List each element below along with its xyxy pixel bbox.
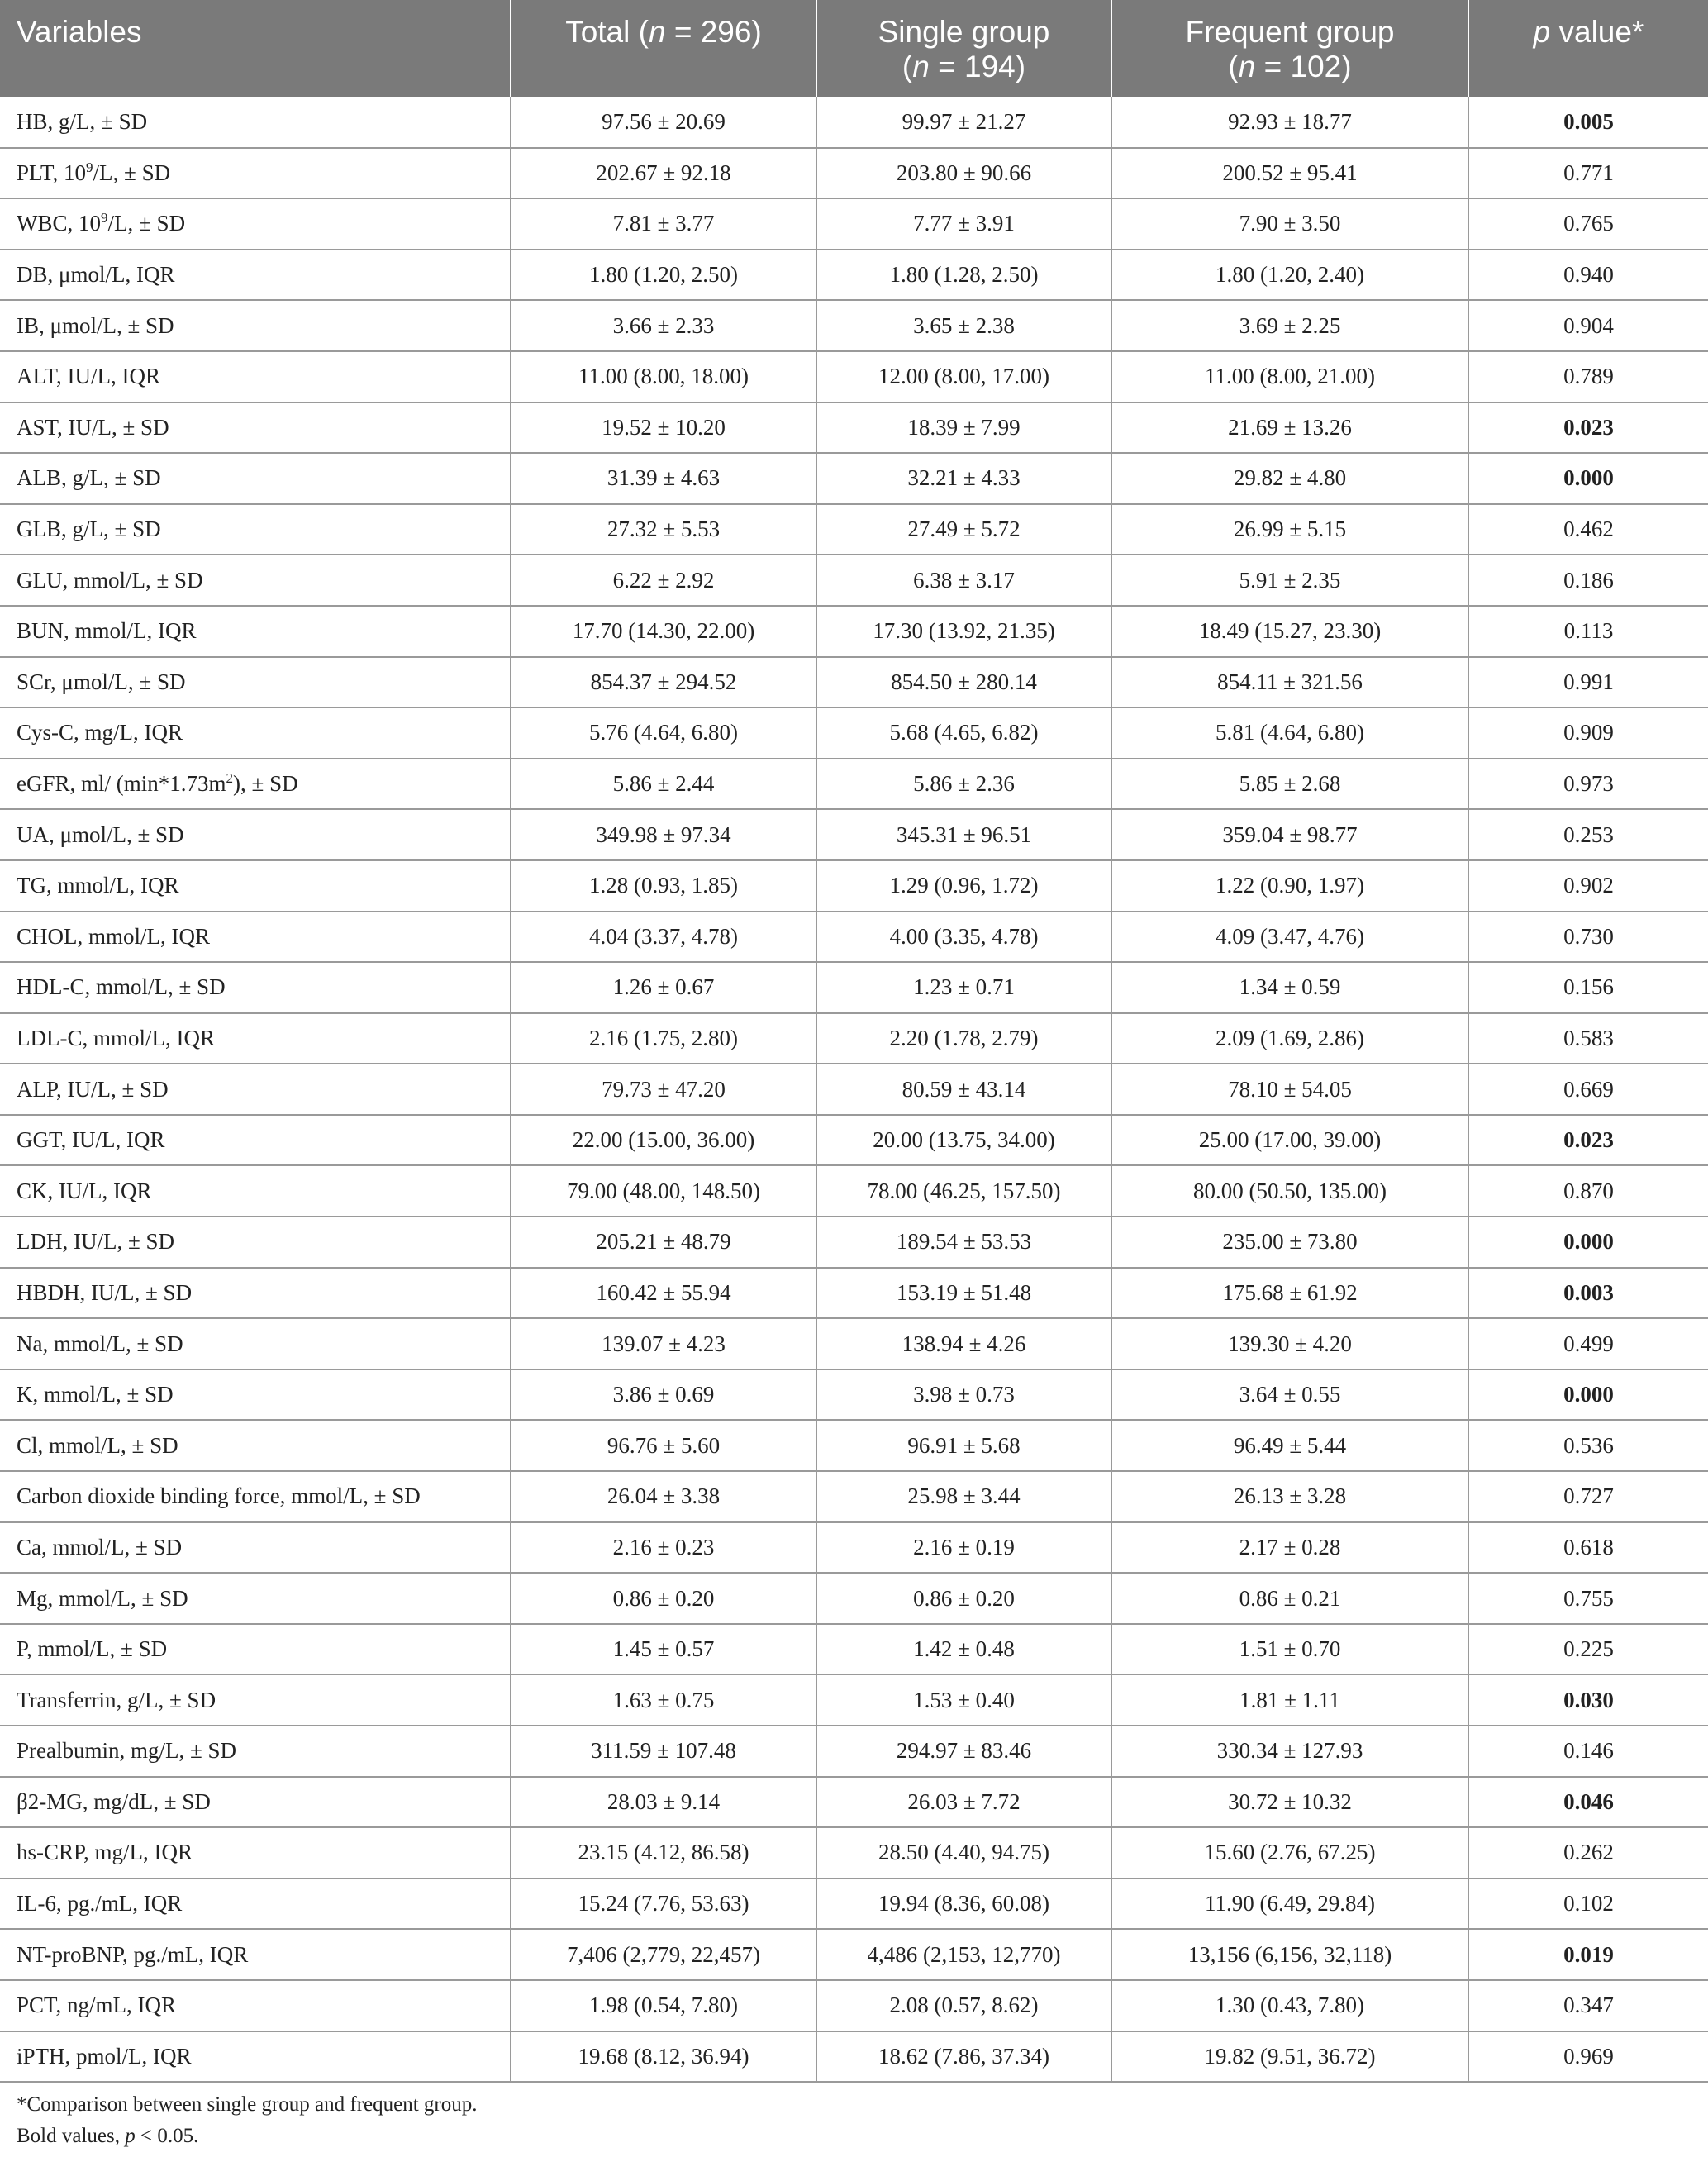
cell-single-group: 189.54 ± 53.53 xyxy=(816,1217,1111,1268)
cell-single-group: 2.20 (1.78, 2.79) xyxy=(816,1013,1111,1064)
cell-frequent-group: 235.00 ± 73.80 xyxy=(1111,1217,1468,1268)
cell-variable: DB, μmol/L, IQR xyxy=(0,250,511,301)
cell-frequent-group: 7.90 ± 3.50 xyxy=(1111,198,1468,250)
cell-variable: Cl, mmol/L, ± SD xyxy=(0,1420,511,1471)
table-row xyxy=(0,453,1708,504)
cell-variable xyxy=(0,148,511,199)
table-row xyxy=(0,351,1708,402)
cell-single-group: 7.77 ± 3.91 xyxy=(816,198,1111,250)
cell-single-group: 17.30 (13.92, 21.35) xyxy=(816,606,1111,657)
cell-p-value: 0.765 xyxy=(1468,198,1708,250)
cell-frequent-group: 13,156 (6,156, 32,118) xyxy=(1111,1929,1468,1980)
cell-single-group: 1.29 (0.96, 1.72) xyxy=(816,860,1111,912)
table-row xyxy=(0,1420,1708,1471)
table-row xyxy=(0,1165,1708,1217)
cell-single-group: 20.00 (13.75, 34.00) xyxy=(816,1115,1111,1166)
cell-variable: Cys-C, mg/L, IQR xyxy=(0,707,511,759)
cell-variable: iPTH, pmol/L, IQR xyxy=(0,2031,511,2083)
table-row xyxy=(0,1013,1708,1064)
cell-frequent-group: 19.82 (9.51, 36.72) xyxy=(1111,2031,1468,2083)
header-p-suffix: value* xyxy=(1550,15,1644,49)
table-header xyxy=(0,0,1708,97)
cell-frequent-group: 0.86 ± 0.21 xyxy=(1111,1573,1468,1624)
cell-frequent-group: 5.91 ± 2.35 xyxy=(1111,555,1468,606)
cell-total: 7,406 (2,779, 22,457) xyxy=(511,1929,816,1980)
cell-variable: AST, IU/L, ± SD xyxy=(0,402,511,454)
cell-variable: β2-MG, mg/dL, ± SD xyxy=(0,1777,511,1828)
cell-variable: UA, μmol/L, ± SD xyxy=(0,809,511,860)
cell-frequent-group: 2.09 (1.69, 2.86) xyxy=(1111,1013,1468,1064)
cell-variable: SCr, μmol/L, ± SD xyxy=(0,657,511,708)
cell-frequent-group: 1.30 (0.43, 7.80) xyxy=(1111,1980,1468,2031)
cell-frequent-group: 1.80 (1.20, 2.40) xyxy=(1111,250,1468,301)
header-row xyxy=(0,0,1708,97)
header-variables-label: Variables xyxy=(17,15,142,49)
cell-total: 5.76 (4.64, 6.80) xyxy=(511,707,816,759)
table-row xyxy=(0,1878,1708,1930)
cell-single-group: 5.86 ± 2.36 xyxy=(816,759,1111,810)
cell-variable: Prealbumin, mg/L, ± SD xyxy=(0,1726,511,1777)
cell-single-group: 27.49 ± 5.72 xyxy=(816,504,1111,555)
table-row xyxy=(0,1268,1708,1319)
cell-frequent-group: 96.49 ± 5.44 xyxy=(1111,1420,1468,1471)
cell-frequent-group: 139.30 ± 4.20 xyxy=(1111,1318,1468,1369)
table-row xyxy=(0,97,1708,148)
table-row xyxy=(0,2031,1708,2083)
cell-total: 17.70 (14.30, 22.00) xyxy=(511,606,816,657)
header-frequent-suffix: = 102) xyxy=(1255,50,1352,83)
cell-p-value: 0.499 xyxy=(1468,1318,1708,1369)
cell-p-value: 0.005 xyxy=(1468,97,1708,148)
cell-total: 349.98 ± 97.34 xyxy=(511,809,816,860)
cell-variable: Transferrin, g/L, ± SD xyxy=(0,1674,511,1726)
cell-total: 1.63 ± 0.75 xyxy=(511,1674,816,1726)
table-row xyxy=(0,962,1708,1013)
table-row xyxy=(0,707,1708,759)
variable-text-suffix: /L, ± SD xyxy=(107,211,186,236)
cell-frequent-group: 5.81 (4.64, 6.80) xyxy=(1111,707,1468,759)
header-p-italic: p xyxy=(1533,15,1551,49)
cell-p-value: 0.904 xyxy=(1468,300,1708,351)
cell-frequent-group: 29.82 ± 4.80 xyxy=(1111,453,1468,504)
footnote-bold-prefix: Bold values, xyxy=(17,2125,126,2147)
footnotes xyxy=(17,2089,478,2152)
cell-variable: GGT, IU/L, IQR xyxy=(0,1115,511,1166)
cell-p-value: 0.046 xyxy=(1468,1777,1708,1828)
cell-frequent-group: 1.51 ± 0.70 xyxy=(1111,1624,1468,1675)
cell-single-group: 3.98 ± 0.73 xyxy=(816,1369,1111,1421)
cell-total: 7.81 ± 3.77 xyxy=(511,198,816,250)
cell-p-value: 0.156 xyxy=(1468,962,1708,1013)
cell-p-value: 0.023 xyxy=(1468,1115,1708,1166)
cell-p-value: 0.618 xyxy=(1468,1522,1708,1574)
cell-p-value: 0.030 xyxy=(1468,1674,1708,1726)
header-total-n: n xyxy=(648,15,666,49)
footnote-bold-suffix: < 0.05. xyxy=(135,2125,199,2147)
cell-variable: CK, IU/L, IQR xyxy=(0,1165,511,1217)
cell-single-group: 12.00 (8.00, 17.00) xyxy=(816,351,1111,402)
cell-p-value: 0.019 xyxy=(1468,1929,1708,1980)
cell-single-group: 138.94 ± 4.26 xyxy=(816,1318,1111,1369)
cell-variable: HBDH, IU/L, ± SD xyxy=(0,1268,511,1319)
cell-p-value: 0.973 xyxy=(1468,759,1708,810)
cell-variable xyxy=(0,198,511,250)
cell-single-group: 32.21 ± 4.33 xyxy=(816,453,1111,504)
cell-p-value: 0.262 xyxy=(1468,1827,1708,1878)
cell-frequent-group: 26.99 ± 5.15 xyxy=(1111,504,1468,555)
cell-total: 1.26 ± 0.67 xyxy=(511,962,816,1013)
table-row xyxy=(0,148,1708,199)
cell-variable: BUN, mmol/L, IQR xyxy=(0,606,511,657)
cell-p-value: 0.462 xyxy=(1468,504,1708,555)
table-row xyxy=(0,1980,1708,2031)
table-row xyxy=(0,759,1708,810)
cell-total: 4.04 (3.37, 4.78) xyxy=(511,912,816,963)
cell-single-group: 2.08 (0.57, 8.62) xyxy=(816,1980,1111,2031)
cell-total: 27.32 ± 5.53 xyxy=(511,504,816,555)
header-frequent-n: n xyxy=(1238,50,1256,83)
cell-total: 1.98 (0.54, 7.80) xyxy=(511,1980,816,2031)
cell-frequent-group: 92.93 ± 18.77 xyxy=(1111,97,1468,148)
cell-p-value: 0.536 xyxy=(1468,1420,1708,1471)
cell-single-group: 80.59 ± 43.14 xyxy=(816,1064,1111,1115)
cell-variable xyxy=(0,759,511,810)
header-total-prefix: Total ( xyxy=(565,15,649,49)
cell-variable: Carbon dioxide binding force, mmol/L, ± SD xyxy=(0,1471,511,1522)
cell-frequent-group: 30.72 ± 10.32 xyxy=(1111,1777,1468,1828)
footnote-bold-values xyxy=(17,2121,478,2152)
cell-single-group: 25.98 ± 3.44 xyxy=(816,1471,1111,1522)
cell-p-value: 0.669 xyxy=(1468,1064,1708,1115)
cell-variable: IB, μmol/L, ± SD xyxy=(0,300,511,351)
cell-variable: NT-proBNP, pg./mL, IQR xyxy=(0,1929,511,1980)
table-row xyxy=(0,1064,1708,1115)
table-row xyxy=(0,555,1708,606)
header-single-group xyxy=(816,0,1111,97)
cell-variable: Mg, mmol/L, ± SD xyxy=(0,1573,511,1624)
cell-single-group: 5.68 (4.65, 6.82) xyxy=(816,707,1111,759)
cell-p-value: 0.969 xyxy=(1468,2031,1708,2083)
footnote-p-italic: p xyxy=(125,2125,136,2147)
cell-single-group: 1.53 ± 0.40 xyxy=(816,1674,1111,1726)
cell-variable: ALB, g/L, ± SD xyxy=(0,453,511,504)
cell-frequent-group: 78.10 ± 54.05 xyxy=(1111,1064,1468,1115)
cell-frequent-group: 2.17 ± 0.28 xyxy=(1111,1522,1468,1574)
cell-total: 28.03 ± 9.14 xyxy=(511,1777,816,1828)
cell-variable: Ca, mmol/L, ± SD xyxy=(0,1522,511,1574)
cell-frequent-group: 3.69 ± 2.25 xyxy=(1111,300,1468,351)
header-frequent-label: Frequent group xyxy=(1185,15,1395,49)
cell-p-value: 0.755 xyxy=(1468,1573,1708,1624)
table-row xyxy=(0,1217,1708,1268)
cell-variable: LDH, IU/L, ± SD xyxy=(0,1217,511,1268)
cell-p-value: 0.991 xyxy=(1468,657,1708,708)
cell-total: 5.86 ± 2.44 xyxy=(511,759,816,810)
cell-total: 79.73 ± 47.20 xyxy=(511,1064,816,1115)
cell-p-value: 0.000 xyxy=(1468,1369,1708,1421)
table-row xyxy=(0,1369,1708,1421)
cell-variable: hs-CRP, mg/L, IQR xyxy=(0,1827,511,1878)
cell-single-group: 345.31 ± 96.51 xyxy=(816,809,1111,860)
cell-p-value: 0.727 xyxy=(1468,1471,1708,1522)
table-row xyxy=(0,1318,1708,1369)
table-row xyxy=(0,1115,1708,1166)
cell-single-group: 18.39 ± 7.99 xyxy=(816,402,1111,454)
variable-superscript: 2 xyxy=(226,770,234,787)
cell-total: 19.52 ± 10.20 xyxy=(511,402,816,454)
variable-text: eGFR, ml/ (min*1.73m xyxy=(17,771,226,797)
cell-p-value: 0.113 xyxy=(1468,606,1708,657)
header-total-suffix: = 296) xyxy=(665,15,762,49)
cell-p-value: 0.146 xyxy=(1468,1726,1708,1777)
table-body xyxy=(0,97,1708,2082)
table-row xyxy=(0,809,1708,860)
cell-single-group: 28.50 (4.40, 94.75) xyxy=(816,1827,1111,1878)
cell-p-value: 0.902 xyxy=(1468,860,1708,912)
cell-total: 3.66 ± 2.33 xyxy=(511,300,816,351)
cell-p-value: 0.253 xyxy=(1468,809,1708,860)
cell-p-value: 0.771 xyxy=(1468,148,1708,199)
table-row xyxy=(0,1827,1708,1878)
cell-p-value: 0.186 xyxy=(1468,555,1708,606)
cell-p-value: 0.225 xyxy=(1468,1624,1708,1675)
table-row xyxy=(0,198,1708,250)
cell-p-value: 0.000 xyxy=(1468,453,1708,504)
header-frequent-group xyxy=(1111,0,1468,97)
cell-total: 3.86 ± 0.69 xyxy=(511,1369,816,1421)
table-row xyxy=(0,1624,1708,1675)
cell-single-group: 6.38 ± 3.17 xyxy=(816,555,1111,606)
table-row xyxy=(0,912,1708,963)
cell-single-group: 99.97 ± 21.27 xyxy=(816,97,1111,148)
cell-total: 1.28 (0.93, 1.85) xyxy=(511,860,816,912)
cell-total: 205.21 ± 48.79 xyxy=(511,1217,816,1268)
table-row xyxy=(0,1522,1708,1574)
cell-variable: ALT, IU/L, IQR xyxy=(0,351,511,402)
header-single-prefix: ( xyxy=(902,50,913,83)
cell-p-value: 0.870 xyxy=(1468,1165,1708,1217)
cell-frequent-group: 1.81 ± 1.11 xyxy=(1111,1674,1468,1726)
cell-p-value: 0.003 xyxy=(1468,1268,1708,1319)
cell-total: 26.04 ± 3.38 xyxy=(511,1471,816,1522)
cell-total: 15.24 (7.76, 53.63) xyxy=(511,1878,816,1930)
cell-p-value: 0.730 xyxy=(1468,912,1708,963)
cell-frequent-group: 4.09 (3.47, 4.76) xyxy=(1111,912,1468,963)
table-row xyxy=(0,1471,1708,1522)
header-total xyxy=(511,0,816,97)
cell-total: 6.22 ± 2.92 xyxy=(511,555,816,606)
cell-variable: HB, g/L, ± SD xyxy=(0,97,511,148)
cell-p-value: 0.940 xyxy=(1468,250,1708,301)
cell-single-group: 1.23 ± 0.71 xyxy=(816,962,1111,1013)
cell-frequent-group: 330.34 ± 127.93 xyxy=(1111,1726,1468,1777)
cell-variable: K, mmol/L, ± SD xyxy=(0,1369,511,1421)
cell-p-value: 0.583 xyxy=(1468,1013,1708,1064)
cell-total: 11.00 (8.00, 18.00) xyxy=(511,351,816,402)
cell-variable: TG, mmol/L, IQR xyxy=(0,860,511,912)
cell-frequent-group: 854.11 ± 321.56 xyxy=(1111,657,1468,708)
cell-frequent-group: 1.34 ± 0.59 xyxy=(1111,962,1468,1013)
cell-frequent-group: 18.49 (15.27, 23.30) xyxy=(1111,606,1468,657)
table-row xyxy=(0,1674,1708,1726)
variable-text-suffix: /L, ± SD xyxy=(93,160,171,185)
cell-total: 19.68 (8.12, 36.94) xyxy=(511,2031,816,2083)
cell-variable: CHOL, mmol/L, IQR xyxy=(0,912,511,963)
cell-frequent-group: 21.69 ± 13.26 xyxy=(1111,402,1468,454)
footnote-comparison: *Comparison between single group and frequent group. xyxy=(17,2093,478,2116)
cell-single-group: 4,486 (2,153, 12,770) xyxy=(816,1929,1111,1980)
cell-variable: PCT, ng/mL, IQR xyxy=(0,1980,511,2031)
cell-total: 854.37 ± 294.52 xyxy=(511,657,816,708)
cell-p-value: 0.000 xyxy=(1468,1217,1708,1268)
cell-single-group: 153.19 ± 51.48 xyxy=(816,1268,1111,1319)
cell-frequent-group: 26.13 ± 3.28 xyxy=(1111,1471,1468,1522)
cell-frequent-group: 11.90 (6.49, 29.84) xyxy=(1111,1878,1468,1930)
cell-frequent-group: 25.00 (17.00, 39.00) xyxy=(1111,1115,1468,1166)
cell-single-group: 26.03 ± 7.72 xyxy=(816,1777,1111,1828)
cell-total: 139.07 ± 4.23 xyxy=(511,1318,816,1369)
cell-p-value: 0.023 xyxy=(1468,402,1708,454)
cell-total: 160.42 ± 55.94 xyxy=(511,1268,816,1319)
cell-total: 31.39 ± 4.63 xyxy=(511,453,816,504)
cell-total: 79.00 (48.00, 148.50) xyxy=(511,1165,816,1217)
table-row xyxy=(0,1573,1708,1624)
header-single-suffix: = 194) xyxy=(929,50,1026,83)
cell-total: 202.67 ± 92.18 xyxy=(511,148,816,199)
cell-total: 1.45 ± 0.57 xyxy=(511,1624,816,1675)
cell-frequent-group: 15.60 (2.76, 67.25) xyxy=(1111,1827,1468,1878)
cell-total: 22.00 (15.00, 36.00) xyxy=(511,1115,816,1166)
cell-variable: GLU, mmol/L, ± SD xyxy=(0,555,511,606)
cell-single-group: 854.50 ± 280.14 xyxy=(816,657,1111,708)
header-single-n: n xyxy=(912,50,930,83)
cell-variable: GLB, g/L, ± SD xyxy=(0,504,511,555)
cell-variable: IL-6, pg./mL, IQR xyxy=(0,1878,511,1930)
table-row xyxy=(0,402,1708,454)
variable-superscript: 9 xyxy=(101,210,108,226)
header-single-label: Single group xyxy=(878,15,1050,49)
table-row xyxy=(0,300,1708,351)
table-row xyxy=(0,860,1708,912)
cell-total: 2.16 (1.75, 2.80) xyxy=(511,1013,816,1064)
cell-frequent-group: 80.00 (50.50, 135.00) xyxy=(1111,1165,1468,1217)
cell-p-value: 0.789 xyxy=(1468,351,1708,402)
cell-total: 311.59 ± 107.48 xyxy=(511,1726,816,1777)
cell-single-group: 18.62 (7.86, 37.34) xyxy=(816,2031,1111,2083)
variable-superscript: 9 xyxy=(86,159,93,175)
cell-single-group: 19.94 (8.36, 60.08) xyxy=(816,1878,1111,1930)
cell-single-group: 4.00 (3.35, 4.78) xyxy=(816,912,1111,963)
cell-total: 23.15 (4.12, 86.58) xyxy=(511,1827,816,1878)
variable-text: WBC, 10 xyxy=(17,211,102,236)
table-row xyxy=(0,504,1708,555)
table-row xyxy=(0,1726,1708,1777)
cell-frequent-group: 11.00 (8.00, 21.00) xyxy=(1111,351,1468,402)
table-row xyxy=(0,1929,1708,1980)
cell-total: 1.80 (1.20, 2.50) xyxy=(511,250,816,301)
cell-frequent-group: 175.68 ± 61.92 xyxy=(1111,1268,1468,1319)
cell-variable: HDL-C, mmol/L, ± SD xyxy=(0,962,511,1013)
cell-total: 96.76 ± 5.60 xyxy=(511,1420,816,1471)
cell-variable: Na, mmol/L, ± SD xyxy=(0,1318,511,1369)
table-row xyxy=(0,606,1708,657)
cell-frequent-group: 3.64 ± 0.55 xyxy=(1111,1369,1468,1421)
cell-variable: ALP, IU/L, ± SD xyxy=(0,1064,511,1115)
cell-single-group: 1.80 (1.28, 2.50) xyxy=(816,250,1111,301)
cell-frequent-group: 1.22 (0.90, 1.97) xyxy=(1111,860,1468,912)
cell-frequent-group: 359.04 ± 98.77 xyxy=(1111,809,1468,860)
variable-text: PLT, 10 xyxy=(17,160,87,185)
variable-text-suffix: ), ± SD xyxy=(233,771,298,797)
cell-single-group: 2.16 ± 0.19 xyxy=(816,1522,1111,1574)
cell-single-group: 1.42 ± 0.48 xyxy=(816,1624,1111,1675)
cell-single-group: 96.91 ± 5.68 xyxy=(816,1420,1111,1471)
cell-single-group: 78.00 (46.25, 157.50) xyxy=(816,1165,1111,1217)
cell-frequent-group: 5.85 ± 2.68 xyxy=(1111,759,1468,810)
header-frequent-prefix: ( xyxy=(1228,50,1239,83)
cell-total: 97.56 ± 20.69 xyxy=(511,97,816,148)
cell-single-group: 0.86 ± 0.20 xyxy=(816,1573,1111,1624)
header-variables xyxy=(0,0,511,97)
cell-single-group: 294.97 ± 83.46 xyxy=(816,1726,1111,1777)
cell-p-value: 0.102 xyxy=(1468,1878,1708,1930)
cell-variable: P, mmol/L, ± SD xyxy=(0,1624,511,1675)
cell-variable: LDL-C, mmol/L, IQR xyxy=(0,1013,511,1064)
cell-total: 0.86 ± 0.20 xyxy=(511,1573,816,1624)
header-p-value xyxy=(1468,0,1708,97)
cell-p-value: 0.347 xyxy=(1468,1980,1708,2031)
cell-p-value: 0.909 xyxy=(1468,707,1708,759)
table-row xyxy=(0,1777,1708,1828)
table-row xyxy=(0,657,1708,708)
cell-single-group: 3.65 ± 2.38 xyxy=(816,300,1111,351)
cell-total: 2.16 ± 0.23 xyxy=(511,1522,816,1574)
cell-single-group: 203.80 ± 90.66 xyxy=(816,148,1111,199)
table-row xyxy=(0,250,1708,301)
cell-frequent-group: 200.52 ± 95.41 xyxy=(1111,148,1468,199)
